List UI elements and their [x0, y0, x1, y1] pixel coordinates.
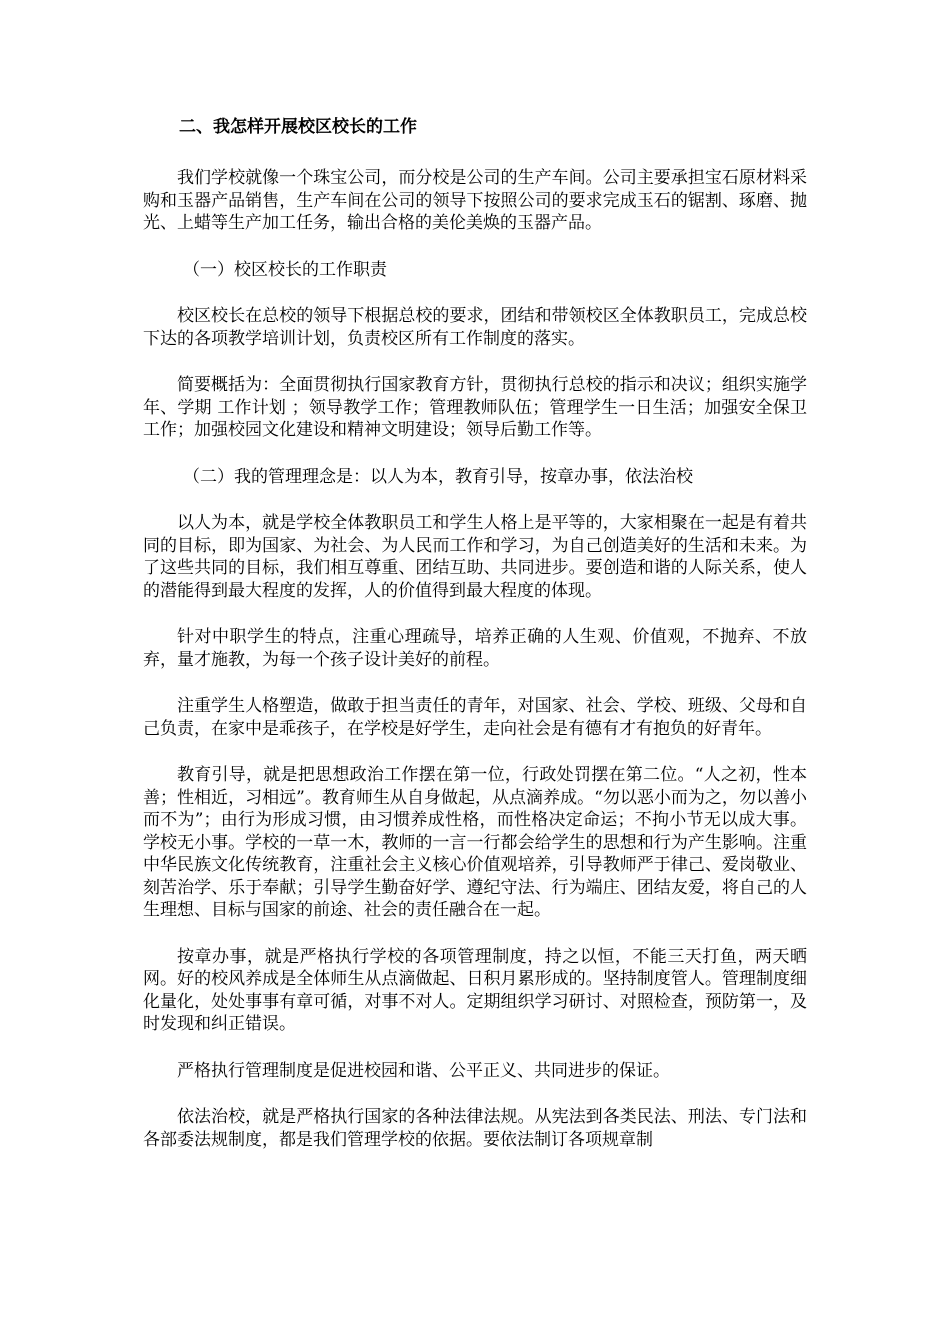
paragraph-vocational-students: 针对中职学生的特点，注重心理疏导，培养正确的人生观、价值观，不抛弃、不放弃，量才施教，为每一个孩子设计美好的前程。: [143, 627, 807, 670]
paragraph-personality: 注重学生人格塑造，做敢于担当责任的青年，对国家、社会、学校、班级、父母和自己负责，在家中是乖孩子，在学校是好学生，走向社会是有德有才有抱负的好青年。: [143, 696, 807, 739]
paragraph-rules: 按章办事，就是严格执行学校的各项管理制度，持之以恒，不能三天打鱼，两天晒网。好的校风养成是全体师生从点滴做起、日积月累形成的。坚持制度管人。管理制度细化量化，处处事事有章可循，对事不对人。定期组织学习研讨、对照检查，预防第一，及时发现和纠正错误。: [143, 946, 807, 1034]
subheading-duties: （一）校区校长的工作职责: [183, 259, 387, 280]
document-page: [143, 114, 807, 1175]
subheading-philosophy: （二）我的管理理念是：以人为本，教育引导，按章办事，依法治校: [183, 466, 693, 487]
paragraph-education-guidance: 教育引导，就是把思想政治工作摆在第一位，行政处罚摆在第二位。“人之初，性本善；性相近，习相远”。教育师生从自身做起，从点滴养成。“勿以恶小而为之，勿以善小而不为”；由行为形成习惯，由习惯养成性格，而性格决定命运；不拘小节无以成大事。学校无小事。学校的一草一木，教师的一言一行都会给学生的思想和行为产生影响。注重中华民族文化传统教育，注重社会主义核心价值观培养，引导教师严于律己、爱岗敬业、刻苦治学、乐于奉献；引导学生勤奋好学、遵纪守法、行为端庄、团结友爱，将自己的人生理想、目标与国家的前途、社会的责任融合在一起。: [143, 765, 807, 920]
paragraph-principal-role: 校区校长在总校的领导下根据总校的要求，团结和带领校区全体教职员工，完成总校下达的各项教学培训计划，负责校区所有工作制度的落实。: [143, 306, 807, 349]
paragraph-rule-of-law: 依法治校，就是严格执行国家的各种法律法规。从宪法到各类民法、刑法、专门法和各部委法规制度，都是我们管理学校的依据。要依法制订各项规章制: [143, 1107, 807, 1150]
paragraph-people-oriented: 以人为本，就是学校全体教职员工和学生人格上是平等的，大家相聚在一起是有着共同的目标，即为国家、为社会、为人民而工作和学习，为自己创造美好的生活和未来。为了这些共同的目标，我们相互尊重、团结互助、共同进步。要创造和谐的人际关系，使人的潜能得到最大程度的发挥，人的价值得到最大程度的体现。: [143, 513, 807, 601]
paragraph-summary: 简要概括为：全面贯彻执行国家教育方针，贯彻执行总校的指示和决议；组织实施学年、学期 工作计划 ；领导教学工作；管理教师队伍；管理学生一日生活；加强安全保卫工作；加强校园文化建设和精神文明建设；领导后勤工作等。: [143, 375, 807, 440]
section-heading: 二、我怎样开展校区校长的工作: [179, 117, 417, 137]
paragraph-company-analogy: 我们学校就像一个珠宝公司，而分校是公司的生产车间。公司主要承担宝石原材料采购和玉器产品销售，生产车间在公司的领导下按照公司的要求完成玉石的锯割、琢磨、抛光、上蜡等生产加工任务，输出合格的美伦美焕的玉器产品。: [143, 168, 807, 233]
paragraph-rules-guarantee: 严格执行管理制度是促进校园和谐、公平正义、共同进步的保证。: [177, 1060, 670, 1081]
